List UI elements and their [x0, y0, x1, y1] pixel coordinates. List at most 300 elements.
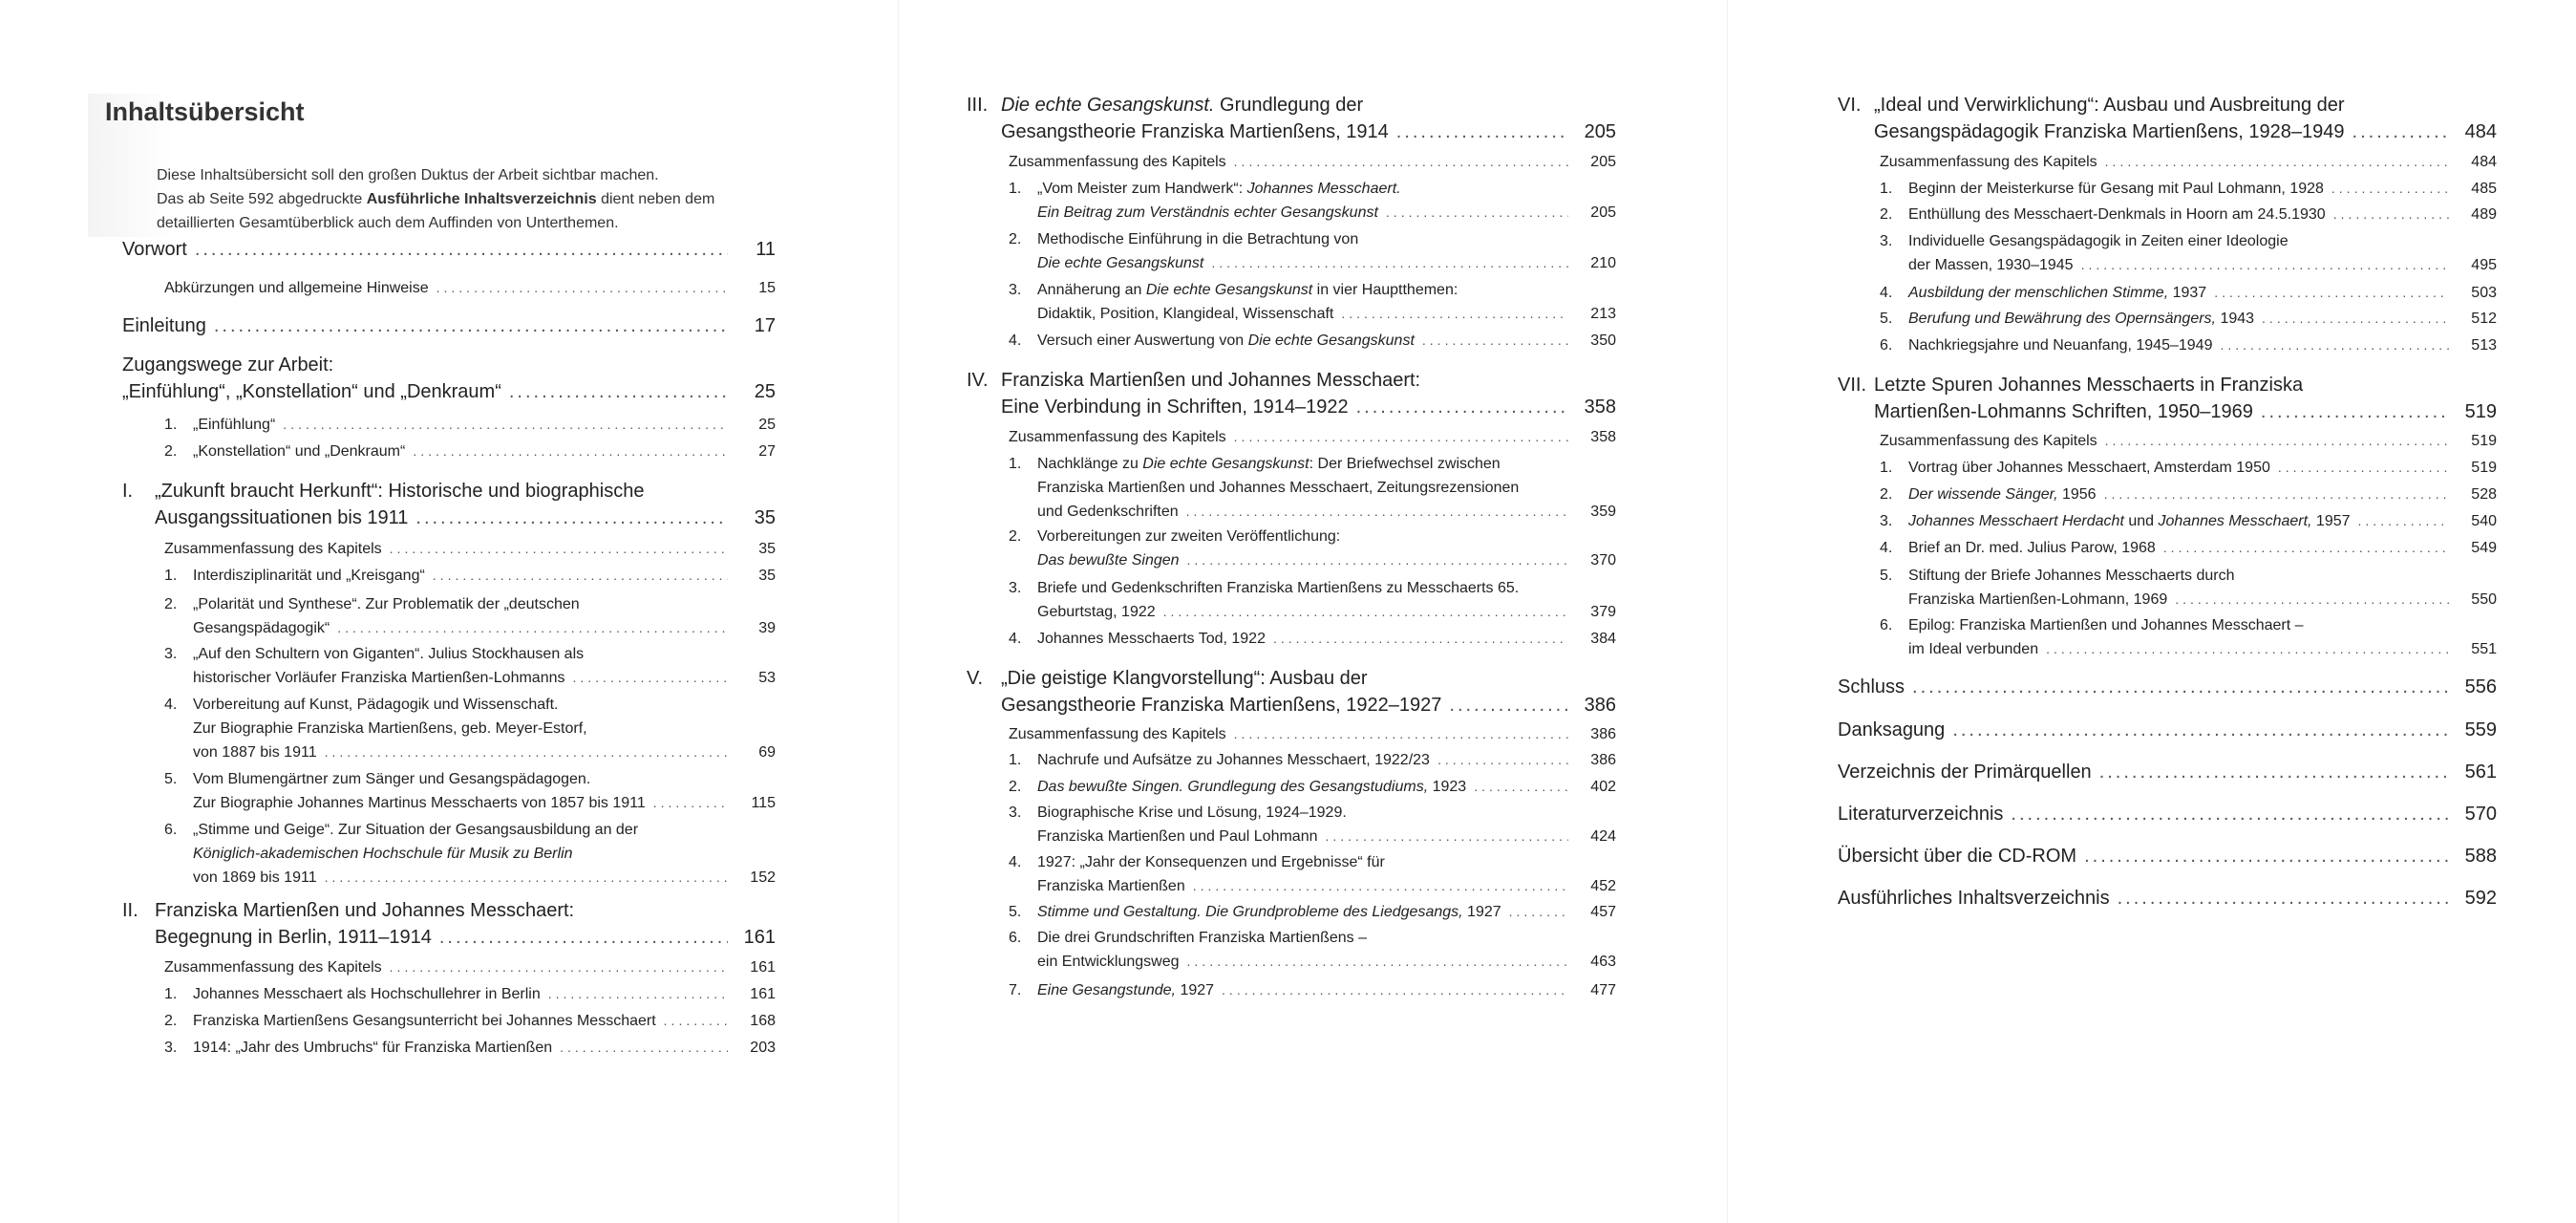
toc-entry[interactable] — [122, 897, 776, 951]
toc-entry[interactable] — [122, 478, 776, 531]
toc-entry-title: Geburtstag, 1922 — [1037, 604, 1156, 620]
toc-entry-number: IV. — [967, 370, 989, 391]
toc-entry-page: 39 — [758, 620, 776, 636]
toc-entry-page: 359 — [1590, 504, 1616, 520]
toc-entry-page: 457 — [1590, 904, 1616, 920]
toc-entry-title: Zur Biographie Johannes Martinus Messchaerts von 1857 bis 1911 — [193, 795, 646, 811]
dot-leader — [1193, 874, 1568, 898]
dot-leader — [560, 1036, 728, 1060]
toc-entry-title: Ausbildung der menschlichen Stimme, 1937 — [1908, 285, 2207, 301]
dot-leader — [439, 924, 728, 951]
dot-leader — [1356, 394, 1568, 420]
toc-entry[interactable] — [1009, 850, 1616, 898]
toc-entry-title: Zusammenfassung des Kapitels — [164, 959, 382, 976]
toc-entry-number: V. — [967, 668, 984, 689]
toc-entry[interactable] — [1009, 425, 1616, 449]
toc-entry-page: 25 — [754, 381, 776, 402]
toc-entry-title: Zusammenfassung des Kapitels — [164, 541, 382, 557]
toc-entry[interactable] — [1009, 576, 1616, 624]
toc-entry-title: Einleitung — [122, 315, 206, 336]
toc-entry-number: 2. — [1009, 231, 1022, 247]
toc-entry[interactable] — [967, 367, 1616, 420]
toc-entry-page: 53 — [758, 670, 776, 686]
dot-leader — [509, 378, 728, 405]
dot-leader — [1273, 627, 1568, 651]
toc-entry-title: Franziska Martienßen und Paul Lohmann — [1037, 828, 1318, 845]
toc-entry-title-line: 1927: „Jahr der Konsequenzen und Ergebnisse“ für — [1037, 854, 1385, 870]
toc-entry[interactable] — [164, 276, 776, 300]
dot-leader — [2261, 398, 2449, 425]
toc-entry-page: 203 — [750, 1040, 776, 1056]
toc-entry-page: 386 — [1584, 695, 1616, 716]
toc-entry-number: VI. — [1838, 95, 1862, 116]
toc-entry-number: 3. — [164, 1040, 178, 1056]
toc-entry-title: Abkürzungen und allgemeine Hinweise — [164, 280, 429, 296]
toc-entry-title: „Einfühlung“ — [193, 417, 276, 433]
toc-entry-title-line: Die drei Grundschriften Franziska Martienßens – — [1037, 930, 1368, 946]
toc-entry-title: Eine Gesangstunde, 1927 — [1037, 982, 1215, 998]
dot-leader — [2262, 307, 2449, 331]
toc-entry-title: Verzeichnis der Primärquellen — [1838, 762, 2092, 783]
toc-entry-title: Danksagung — [1838, 719, 1946, 740]
toc-entry[interactable] — [164, 818, 776, 890]
toc-entry[interactable] — [1880, 564, 2497, 612]
toc-entry[interactable] — [1880, 613, 2497, 661]
toc-entry[interactable] — [1009, 452, 1616, 524]
toc-entry-page: 484 — [2471, 154, 2497, 170]
toc-entry[interactable] — [1880, 203, 2497, 226]
toc-entry[interactable] — [164, 564, 776, 588]
toc-entry[interactable] — [1009, 978, 1616, 1002]
toc-entry-title-line: Vorbereitungen zur zweiten Veröffentlichung: — [1037, 528, 1341, 545]
toc-entry[interactable] — [164, 592, 776, 640]
toc-entry-page: 559 — [2464, 719, 2497, 740]
toc-entry-title: Schluss — [1838, 676, 1905, 697]
dot-leader — [653, 791, 728, 815]
toc-entry[interactable] — [1009, 775, 1616, 799]
toc-entry-title: Versuch einer Auswertung von Die echte Gesangskunst — [1037, 333, 1415, 349]
toc-entry-number: 6. — [1880, 617, 1893, 633]
toc-entry-title: historischer Vorläufer Franziska Martienßen-Lohmanns — [193, 670, 565, 686]
toc-entry-title: Interdisziplinarität und „Kreisgang“ — [193, 568, 425, 584]
toc-entry-number: 6. — [1880, 337, 1893, 354]
toc-entry-title: Martienßen-Lohmanns Schriften, 1950–1969 — [1874, 401, 2253, 422]
toc-entry-number: 2. — [164, 596, 178, 612]
toc-entry-title: Vorwort — [122, 239, 187, 260]
toc-entry-title-line: Methodische Einführung in die Betrachtung von — [1037, 231, 1359, 247]
toc-entry-title: „Konstellation“ und „Denkraum“ — [193, 443, 406, 460]
toc-entry[interactable] — [1880, 150, 2497, 174]
toc-entry-page: 11 — [756, 239, 776, 260]
toc-entry[interactable] — [164, 642, 776, 690]
dot-leader — [2175, 588, 2449, 612]
toc-entry-title-line: Annäherung an Die echte Gesangskunst in vier Hauptthemen: — [1037, 282, 1458, 298]
toc-entry[interactable] — [1009, 278, 1616, 326]
toc-entry-page: 358 — [1584, 397, 1616, 418]
toc-entry-title-line: Zugangswege zur Arbeit: — [122, 354, 334, 375]
toc-entry[interactable] — [1009, 525, 1616, 572]
toc-entry-number: 1. — [1880, 181, 1893, 197]
toc-entry-page: 161 — [750, 986, 776, 1002]
toc-entry-page: 588 — [2464, 846, 2497, 867]
dot-leader — [2105, 150, 2449, 174]
toc-entry-number: 4. — [1880, 540, 1893, 556]
dot-leader — [2105, 429, 2449, 453]
dot-leader — [2331, 177, 2449, 201]
toc-entry-number: 3. — [1009, 580, 1022, 596]
toc-entry-page: 550 — [2471, 591, 2497, 608]
intro-line: Diese Inhaltsübersicht soll den großen Duktus der Arbeit sichtbar machen. — [157, 167, 659, 183]
toc-entry-title-line: „Die geistige Klangvorstellung“: Ausbau der — [1001, 668, 1368, 689]
toc-entry[interactable] — [122, 352, 776, 405]
toc-entry[interactable] — [1009, 627, 1616, 651]
toc-entry-title: 1914: „Jahr des Umbruchs“ für Franziska Martienßen — [193, 1040, 553, 1056]
toc-entry-title-line: „Zukunft braucht Herkunft“: Historische und biographische — [155, 481, 645, 502]
toc-entry-number: 3. — [1009, 805, 1022, 821]
toc-entry[interactable] — [1009, 722, 1616, 746]
toc-entry[interactable] — [164, 537, 776, 561]
dot-leader — [1437, 748, 1568, 772]
dot-leader — [1341, 302, 1568, 326]
toc-entry[interactable] — [1880, 483, 2497, 506]
toc-entry-title: Gesangstheorie Franziska Martienßens, 1914 — [1001, 121, 1389, 142]
toc-entry-number: 3. — [1880, 233, 1893, 249]
toc-entry-number: II. — [122, 900, 138, 921]
dot-leader — [2333, 203, 2449, 226]
toc-entry-page: 35 — [758, 568, 776, 584]
dot-leader — [436, 276, 728, 300]
toc-entry-title-line: Vorbereitung auf Kunst, Pädagogik und Wissenschaft. — [193, 697, 559, 713]
toc-entry-number: 4. — [1880, 285, 1893, 301]
toc-entry-number: 2. — [1880, 206, 1893, 223]
toc-entry-page: 402 — [1590, 779, 1616, 795]
toc-entry-title: Johannes Messchaert als Hochschullehrer in Berlin — [193, 986, 541, 1002]
toc-entry-title-line: Franziska Martienßen und Johannes Messchaert, Zeitungsrezensionen — [1037, 480, 1520, 496]
toc-entry-title: „Einfühlung“, „Konstellation“ und „Denkraum“ — [122, 381, 501, 402]
toc-entry[interactable] — [1880, 307, 2497, 331]
dot-leader — [283, 413, 728, 437]
toc-entry[interactable] — [1880, 429, 2497, 453]
toc-entry-number: 5. — [164, 771, 178, 787]
toc-entry-title: Die echte Gesangskunst — [1037, 255, 1204, 271]
dot-leader — [337, 616, 728, 640]
dot-leader — [1186, 500, 1568, 524]
toc-entry-title-line: Franziska Martienßen und Johannes Messchaert: — [155, 900, 575, 921]
toc-entry-number: 3. — [1880, 513, 1893, 529]
toc-entry-title: Didaktik, Position, Klangideal, Wissenschaft — [1037, 306, 1334, 322]
toc-entry-title: Franziska Martienßens Gesangsunterricht bei Johannes Messchaert — [193, 1013, 656, 1029]
toc-entry-page: 386 — [1590, 752, 1616, 768]
toc-entry[interactable] — [1009, 900, 1616, 924]
toc-entry-title-line: Königlich-akademischen Hochschule für Musik zu Berlin — [193, 846, 573, 862]
toc-entry-title-line: Vom Blumengärtner zum Sänger und Gesangspädagogen. — [193, 771, 591, 787]
toc-entry-title: Gesangspädagogik“ — [193, 620, 330, 636]
toc-entry-number: 5. — [1009, 904, 1022, 920]
toc-entry-page: 15 — [758, 280, 776, 296]
toc-entry-page: 513 — [2471, 337, 2497, 354]
toc-entry-number: 4. — [164, 697, 178, 713]
toc-entry-title: Johannes Messchaert Herdacht und Johannes Messchaert, 1957 — [1908, 513, 2351, 529]
toc-entry[interactable] — [164, 767, 776, 815]
toc-entry-page: 17 — [754, 315, 776, 336]
dot-leader — [2011, 801, 2449, 827]
dot-leader — [2220, 333, 2449, 357]
toc-entry[interactable] — [967, 665, 1616, 719]
toc-entry[interactable] — [1838, 759, 2497, 785]
toc-entry[interactable] — [1838, 674, 2497, 700]
toc-entry-number: 6. — [1009, 930, 1022, 946]
toc-entry-page: 519 — [2471, 433, 2497, 449]
toc-entry-title: Ausführliches Inhaltsverzeichnis — [1838, 888, 2110, 909]
toc-entry-title: Begegnung in Berlin, 1911–1914 — [155, 927, 432, 948]
toc-entry-title-line: „Stimme und Geige“. Zur Situation der Gesangsausbildung an der — [193, 822, 639, 838]
toc-entry-page: 528 — [2471, 486, 2497, 503]
toc-entry-page: 168 — [750, 1013, 776, 1029]
toc-entry[interactable] — [1880, 281, 2497, 305]
toc-entry-number: 4. — [1009, 333, 1022, 349]
toc-entry-title-line: Die echte Gesangskunst. Grundlegung der — [1001, 95, 1364, 116]
toc-entry[interactable] — [164, 1009, 776, 1033]
dot-leader — [1509, 900, 1568, 924]
toc-entry-title: Stimme und Gestaltung. Die Grundprobleme des Liedgesangs, 1927 — [1037, 904, 1501, 920]
toc-entry-number: III. — [967, 95, 989, 116]
toc-entry-title-line: „Ideal und Verwirklichung“: Ausbau und Ausbreitung der — [1874, 95, 2345, 116]
toc-entry-page: 161 — [750, 959, 776, 976]
dot-leader — [1234, 150, 1568, 174]
toc-entry-title: Zusammenfassung des Kapitels — [1009, 429, 1226, 445]
toc-entry[interactable] — [1009, 329, 1616, 353]
toc-entry-page: 152 — [750, 869, 776, 886]
dot-leader — [1422, 329, 1568, 353]
toc-entry-number: I. — [122, 481, 134, 502]
dot-leader — [1952, 717, 2449, 743]
toc-entry-page: 213 — [1590, 306, 1616, 322]
toc-entry-page: 205 — [1584, 121, 1616, 142]
toc-entry-page: 115 — [751, 795, 776, 811]
toc-entry-title: Zusammenfassung des Kapitels — [1880, 433, 2097, 449]
dot-leader — [2046, 637, 2449, 661]
toc-entry-title: Das bewußte Singen — [1037, 552, 1180, 569]
dot-leader — [1187, 950, 1568, 974]
toc-entry-page: 484 — [2464, 121, 2497, 142]
toc-entry-title: und Gedenkschriften — [1037, 504, 1179, 520]
dot-leader — [2099, 759, 2449, 785]
toc-entry-page: 35 — [758, 541, 776, 557]
toc-entry-number: 2. — [1880, 486, 1893, 503]
dot-leader — [2352, 118, 2449, 145]
toc-entry[interactable] — [1009, 748, 1616, 772]
toc-entry[interactable] — [1880, 177, 2497, 201]
toc-entry-page: 205 — [1590, 204, 1616, 221]
dot-leader — [1396, 118, 1568, 145]
toc-entry-title: von 1887 bis 1911 — [193, 744, 317, 761]
toc-entry[interactable] — [967, 92, 1616, 145]
toc-entry-title: Eine Verbindung in Schriften, 1914–1922 — [1001, 397, 1349, 418]
toc-entry-page: 27 — [758, 443, 776, 460]
toc-entry-number: 4. — [1009, 631, 1022, 647]
toc-entry-title: Gesangstheorie Franziska Martienßens, 1922–1927 — [1001, 695, 1442, 716]
toc-entry-title: Der wissende Sänger, 1956 — [1908, 486, 2097, 503]
toc-entry-title: Beginn der Meisterkurse für Gesang mit Paul Lohmann, 1928 — [1908, 181, 2324, 197]
toc-entry-title-line: Nachklänge zu Die echte Gesangskunst: Der Briefwechsel zwischen — [1037, 456, 1501, 472]
dot-leader — [390, 955, 728, 979]
toc-entry[interactable] — [1880, 536, 2497, 560]
toc-entry[interactable] — [122, 236, 776, 263]
toc-entry-page: 379 — [1590, 604, 1616, 620]
dot-leader — [1449, 692, 1568, 719]
toc-entry-number: 1. — [164, 417, 178, 433]
toc-entry[interactable] — [1880, 229, 2497, 277]
dot-leader — [1912, 674, 2449, 700]
toc-entry[interactable] — [1009, 150, 1616, 174]
toc-entry-page: 570 — [2464, 804, 2497, 825]
dot-leader — [2163, 536, 2449, 560]
toc-entry-title: Johannes Messchaerts Tod, 1922 — [1037, 631, 1266, 647]
toc-entry-page: 503 — [2471, 285, 2497, 301]
toc-entry-number: 4. — [1009, 854, 1022, 870]
dot-leader — [1222, 978, 1568, 1002]
toc-entry-title: Berufung und Bewährung des Opernsängers, 1943 — [1908, 311, 2255, 327]
toc-entry[interactable] — [1880, 509, 2497, 533]
toc-entry[interactable] — [164, 440, 776, 463]
toc-entry-number: 5. — [1880, 311, 1893, 327]
toc-entry[interactable] — [164, 413, 776, 437]
toc-entry-page: 210 — [1590, 255, 1616, 271]
toc-entry[interactable] — [1838, 801, 2497, 827]
toc-entry-page: 463 — [1590, 954, 1616, 970]
toc-entry[interactable] — [1880, 456, 2497, 480]
intro-paragraph — [157, 163, 768, 235]
dot-leader — [195, 236, 728, 263]
toc-entry-title-line: Zur Biographie Franziska Martienßens, geb. Meyer-Estorf, — [193, 720, 587, 737]
dot-leader — [548, 982, 728, 1006]
toc-entry-title: Franziska Martienßen — [1037, 878, 1185, 894]
toc-entry[interactable] — [1838, 372, 2497, 425]
toc-entry-title: Zusammenfassung des Kapitels — [1009, 154, 1226, 170]
toc-entry-title-line: „Auf den Schultern von Giganten“. Julius Stockhausen als — [193, 646, 585, 662]
toc-entry-title: Nachkriegsjahre und Neuanfang, 1945–1949 — [1908, 337, 2213, 354]
toc-entry-number: 1. — [1880, 460, 1893, 476]
page-title: Inhaltsübersicht — [105, 97, 305, 126]
toc-entry-page: 540 — [2471, 513, 2497, 529]
toc-entry[interactable] — [1009, 177, 1616, 225]
toc-entry-title-line: Briefe und Gedenkschriften Franziska Martienßens zu Messchaerts 65. — [1037, 580, 1520, 596]
toc-entry-title: Nachrufe und Aufsätze zu Johannes Messchaert, 1922/23 — [1037, 752, 1430, 768]
dot-leader — [1187, 548, 1568, 572]
toc-entry-number: 2. — [1009, 528, 1022, 545]
toc-entry-title: Zusammenfassung des Kapitels — [1009, 726, 1226, 742]
dot-leader — [1234, 722, 1568, 746]
toc-entry-title: Brief an Dr. med. Julius Parow, 1968 — [1908, 540, 2156, 556]
toc-entry-page: 477 — [1590, 982, 1616, 998]
toc-entry[interactable] — [1009, 227, 1616, 275]
toc-entry-number: 6. — [164, 822, 178, 838]
toc-entry-title-line: Stiftung der Briefe Johannes Messchaerts durch — [1908, 568, 2235, 584]
toc-entry[interactable] — [1009, 801, 1616, 848]
toc-entry-title: Franziska Martienßen-Lohmann, 1969 — [1908, 591, 2168, 608]
toc-entry-number: 5. — [1880, 568, 1893, 584]
toc-entry-number: VII. — [1838, 375, 1867, 396]
dot-leader — [2081, 253, 2449, 277]
dot-leader — [415, 504, 728, 531]
toc-entry-title: Ein Beitrag zum Verständnis echter Gesangskunst — [1037, 204, 1378, 221]
toc-entry-title-line: Epilog: Franziska Martienßen und Johannes Messchaert – — [1908, 617, 2304, 633]
dot-leader — [1386, 201, 1568, 225]
toc-entry-title: ein Entwicklungsweg — [1037, 954, 1180, 970]
toc-entry[interactable] — [164, 982, 776, 1006]
dot-leader — [1234, 425, 1568, 449]
dot-leader — [2358, 509, 2449, 533]
toc-entry-title-line: Franziska Martienßen und Johannes Messchaert: — [1001, 370, 1421, 391]
toc-entry-title: Übersicht über die CD-ROM — [1838, 846, 2077, 867]
toc-entry-title: Zusammenfassung des Kapitels — [1880, 154, 2097, 170]
toc-entry-number: 3. — [164, 646, 178, 662]
toc-entry[interactable] — [1880, 333, 2497, 357]
toc-entry-title: Enthüllung des Messchaert-Denkmals in Hoorn am 24.5.1930 — [1908, 206, 2326, 223]
toc-entry-page: 549 — [2471, 540, 2497, 556]
toc-entry-title: von 1869 bis 1911 — [193, 869, 317, 886]
toc-entry-page: 452 — [1590, 878, 1616, 894]
toc-entry-page: 519 — [2471, 460, 2497, 476]
toc-entry-page: 551 — [2471, 641, 2497, 657]
dot-leader — [573, 666, 729, 690]
toc-entry-page: 489 — [2471, 206, 2497, 223]
toc-entry[interactable] — [1838, 843, 2497, 869]
toc-entry-number: 1. — [164, 568, 178, 584]
toc-entry-page: 25 — [758, 417, 776, 433]
toc-entry-page: 384 — [1590, 631, 1616, 647]
toc-entry-number: 2. — [1009, 779, 1022, 795]
toc-entry-number: 2. — [164, 443, 178, 460]
toc-entry-page: 485 — [2471, 181, 2497, 197]
toc-entry[interactable] — [122, 312, 776, 339]
toc-entry[interactable] — [1838, 717, 2497, 743]
toc-entry[interactable] — [1838, 92, 2497, 145]
toc-entry-page: 69 — [758, 744, 776, 761]
toc-entry-page: 512 — [2471, 311, 2497, 327]
dot-leader — [2104, 483, 2449, 506]
toc-entry[interactable] — [164, 955, 776, 979]
toc-entry-number: 7. — [1009, 982, 1022, 998]
toc-entry-number: 3. — [1009, 282, 1022, 298]
dot-leader — [1474, 775, 1568, 799]
toc-entry[interactable] — [1009, 926, 1616, 974]
dot-leader — [1211, 251, 1568, 275]
dot-leader — [2084, 843, 2449, 869]
toc-entry-page: 370 — [1590, 552, 1616, 569]
toc-entry-number: 2. — [164, 1013, 178, 1029]
toc-entry[interactable] — [164, 693, 776, 764]
toc-entry-page: 386 — [1590, 726, 1616, 742]
dot-leader — [214, 312, 728, 339]
toc-entry-page: 350 — [1590, 333, 1616, 349]
toc-entry-page: 556 — [2464, 676, 2497, 697]
toc-entry-page: 358 — [1590, 429, 1616, 445]
intro-line: Das ab Seite 592 abgedruckte Ausführliche Inhaltsverzeichnis dient neben dem — [157, 191, 715, 207]
intro-line: detaillierten Gesamtüberblick auch dem Auffinden von Unterthemen. — [157, 215, 619, 231]
dot-leader — [1326, 825, 1569, 848]
dot-leader — [1163, 600, 1568, 624]
toc-entry-number: 1. — [164, 986, 178, 1002]
toc-entry-page: 495 — [2471, 257, 2497, 273]
toc-entry[interactable] — [1838, 885, 2497, 912]
toc-entry-page: 519 — [2464, 401, 2497, 422]
toc-entry-title: Ausgangssituationen bis 1911 — [155, 507, 409, 528]
toc-entry[interactable] — [164, 1036, 776, 1060]
toc-entry-title: Gesangspädagogik Franziska Martienßens, 1928–1949 — [1874, 121, 2345, 142]
toc-entry-page: 561 — [2464, 762, 2497, 783]
dot-leader — [325, 740, 728, 764]
